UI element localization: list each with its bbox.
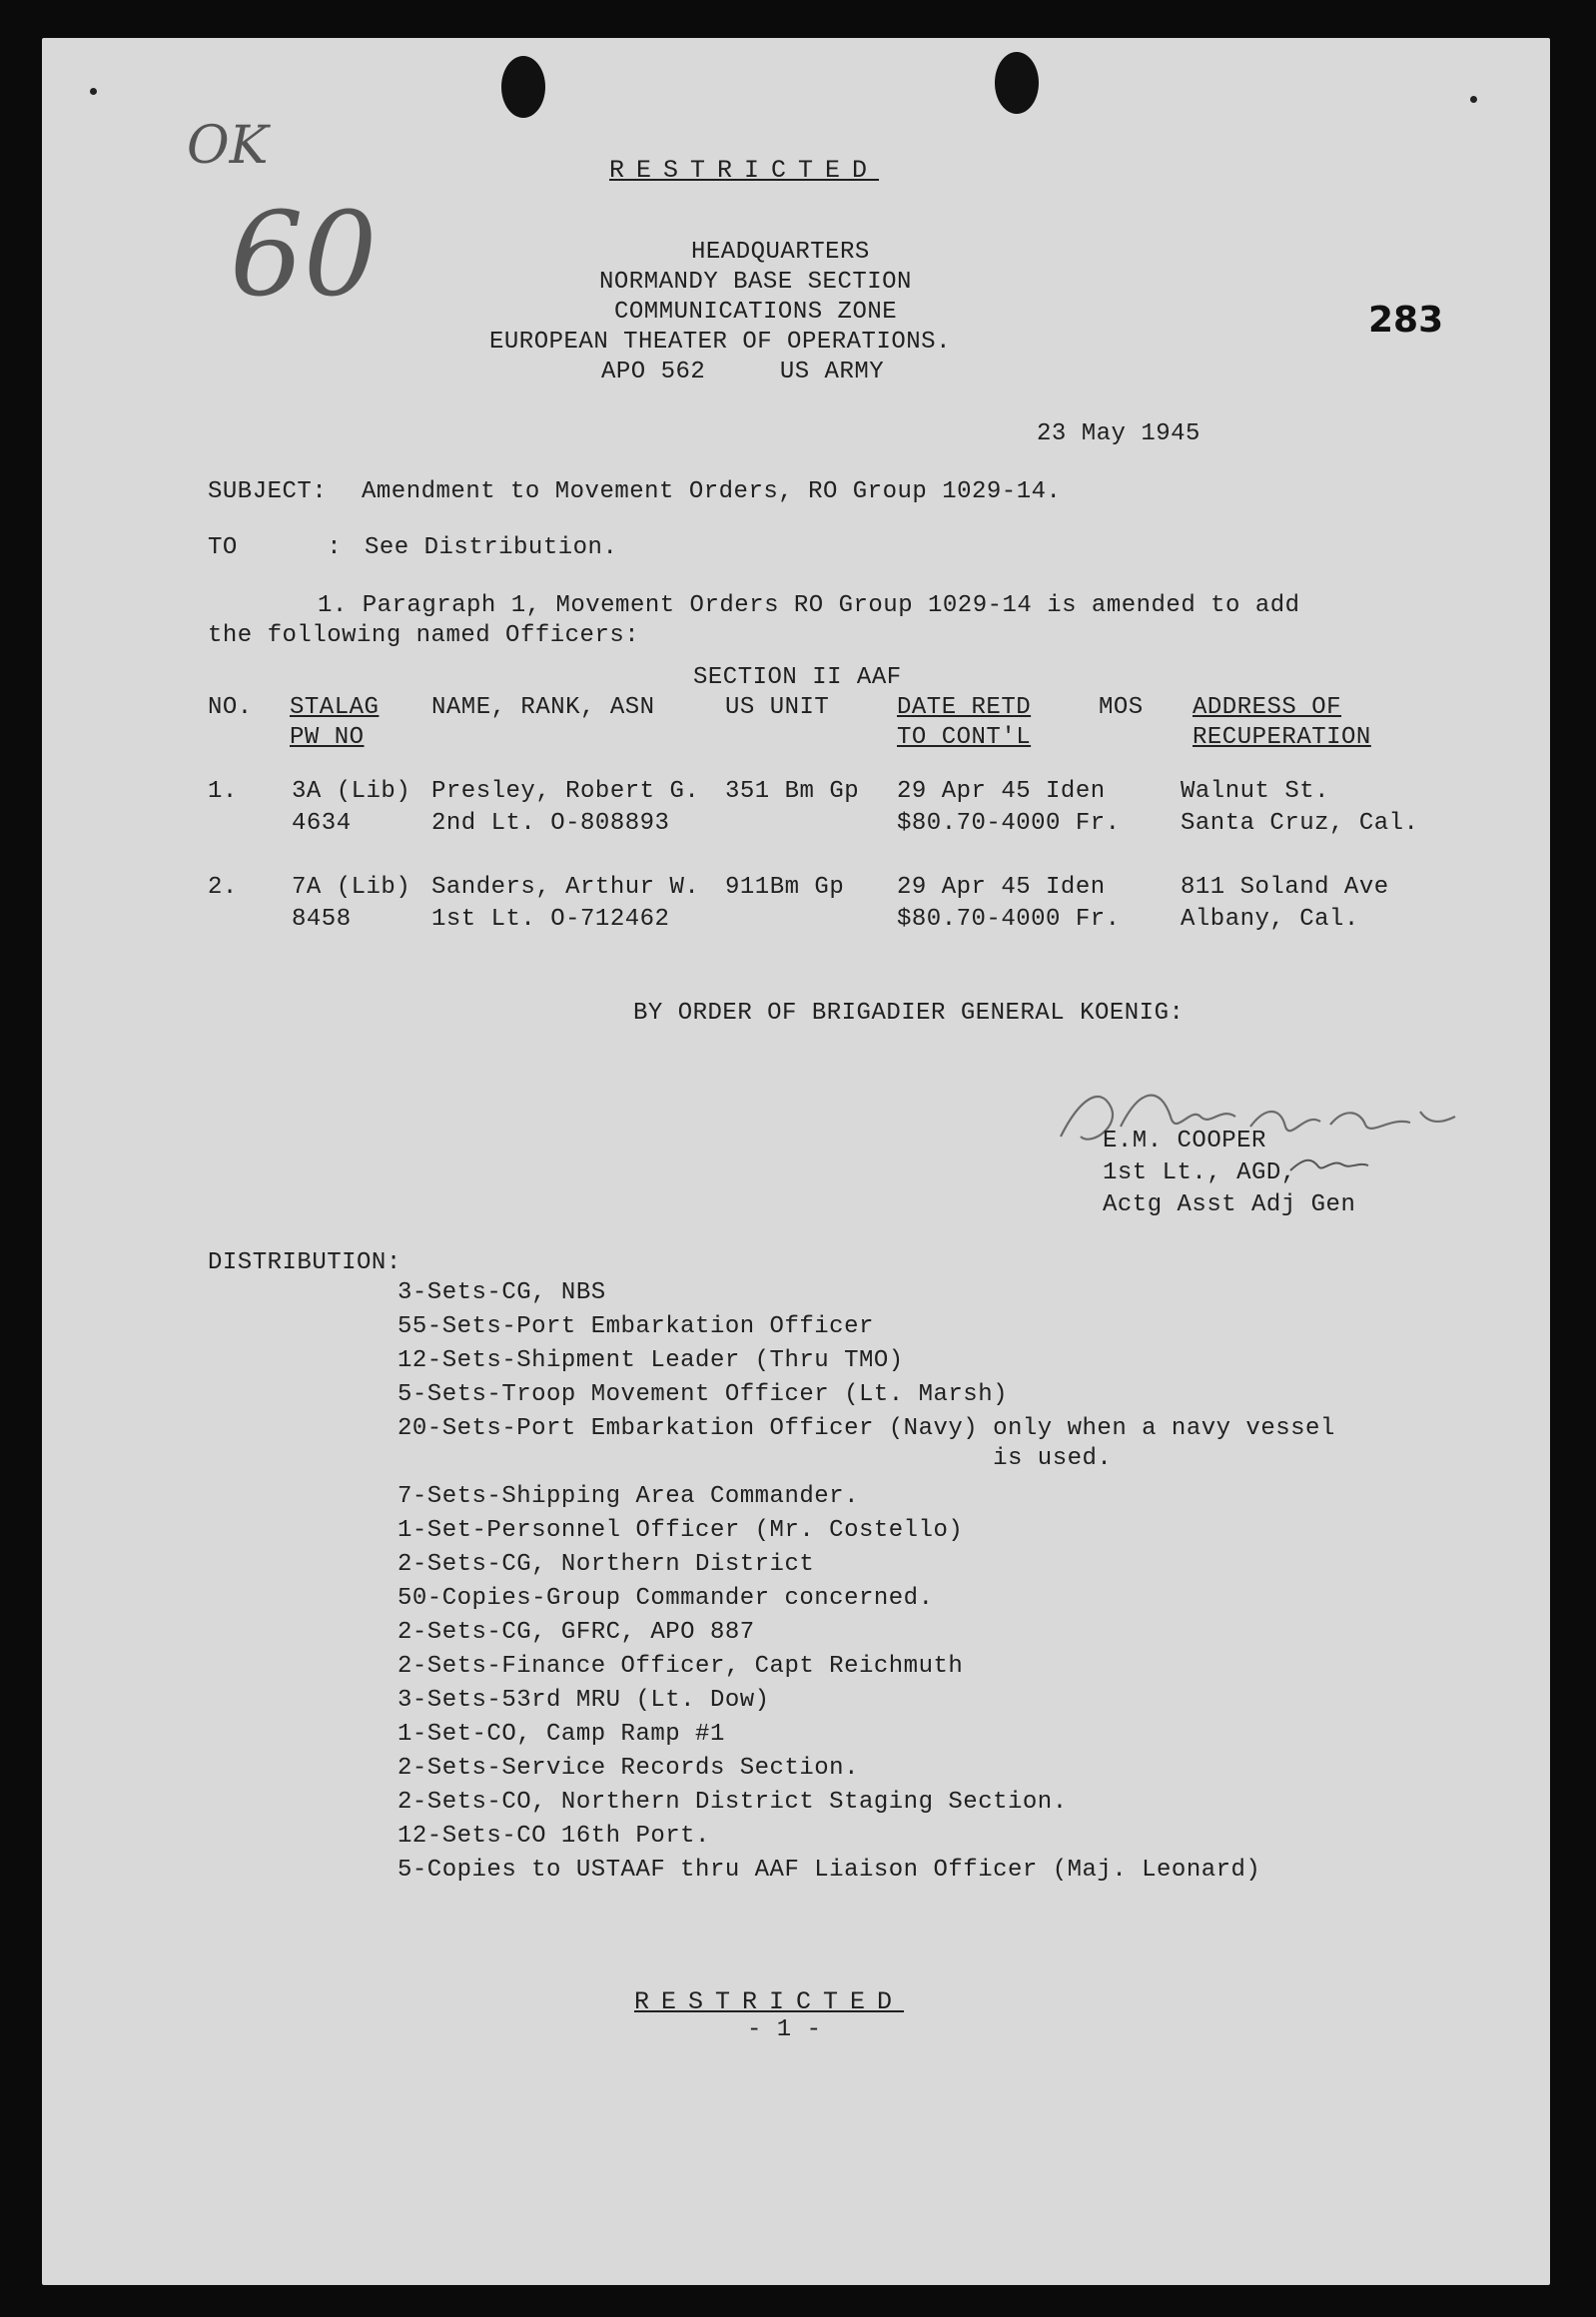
list-item: 55-Sets-Port Embarkation Officer bbox=[398, 1313, 874, 1340]
signer-name: E.M. COOPER bbox=[1103, 1128, 1266, 1155]
distribution-label: DISTRIBUTION: bbox=[208, 1249, 401, 1276]
list-item: 2-Sets-CO, Northern District Staging Section. bbox=[398, 1789, 1068, 1816]
header-line: APO 562 US ARMY bbox=[601, 359, 885, 386]
list-item: 2-Sets-CG, Northern District bbox=[398, 1551, 815, 1578]
subject-text: Amendment to Movement Orders, RO Group 1029-14. bbox=[362, 478, 1062, 505]
col-header-unit: US UNIT bbox=[725, 694, 830, 721]
row-no: 2. bbox=[208, 874, 238, 901]
header-line: NORMANDY BASE SECTION bbox=[599, 269, 912, 296]
list-item: 1-Set-CO, Camp Ramp #1 bbox=[398, 1721, 725, 1748]
row-amount: $80.70-4000 Fr. bbox=[897, 810, 1121, 837]
row-address: 811 Soland Ave bbox=[1181, 874, 1389, 901]
row-amount: $80.70-4000 Fr. bbox=[897, 906, 1121, 933]
row-unit: 911Bm Gp bbox=[725, 874, 845, 901]
list-item: 2-Sets-CG, GFRC, APO 887 bbox=[398, 1619, 755, 1646]
paragraph-1-cont: the following named Officers: bbox=[208, 622, 640, 649]
list-item: 5-Copies to USTAAF thru AAF Liaison Officer (Maj. Leonard) bbox=[398, 1857, 1261, 1884]
col-header-name: NAME, RANK, ASN bbox=[431, 694, 655, 721]
row-pw-no: 4634 bbox=[292, 810, 352, 837]
header-line: HEADQUARTERS bbox=[691, 239, 870, 266]
stamp-number: 283 bbox=[1368, 300, 1444, 341]
signer-title: Actg Asst Adj Gen bbox=[1103, 1191, 1356, 1218]
col-header-address: ADDRESS OF RECUPERATION bbox=[1193, 694, 1371, 751]
signer-rank: 1st Lt., AGD, bbox=[1103, 1159, 1296, 1186]
punch-hole bbox=[501, 56, 545, 118]
row-address: Walnut St. bbox=[1181, 778, 1330, 805]
list-item: 50-Copies-Group Commander concerned. bbox=[398, 1585, 934, 1612]
row-city: Albany, Cal. bbox=[1181, 906, 1359, 933]
handwritten-number: 60 bbox=[230, 188, 378, 323]
page-number: - 1 - bbox=[747, 2016, 822, 2043]
header-line: COMMUNICATIONS ZONE bbox=[614, 299, 898, 326]
row-rank-asn: 2nd Lt. O-808893 bbox=[431, 810, 670, 837]
list-item: 3-Sets-CG, NBS bbox=[398, 1279, 606, 1306]
by-order-line: BY ORDER OF BRIGADIER GENERAL KOENIG: bbox=[633, 1000, 1185, 1027]
list-item: is used. bbox=[398, 1445, 1113, 1472]
list-item: 1-Set-Personnel Officer (Mr. Costello) bbox=[398, 1517, 964, 1544]
list-item: 2-Sets-Finance Officer, Capt Reichmuth bbox=[398, 1653, 964, 1680]
list-item: 12-Sets-Shipment Leader (Thru TMO) bbox=[398, 1347, 904, 1374]
header-line: EUROPEAN THEATER OF OPERATIONS. bbox=[489, 329, 951, 356]
list-item: 5-Sets-Troop Movement Officer (Lt. Marsh) bbox=[398, 1381, 1008, 1408]
row-name: Presley, Robert G. bbox=[431, 778, 700, 805]
row-city: Santa Cruz, Cal. bbox=[1181, 810, 1419, 837]
row-no: 1. bbox=[208, 778, 238, 805]
row-unit: 351 Bm Gp bbox=[725, 778, 860, 805]
list-item: 7-Sets-Shipping Area Commander. bbox=[398, 1483, 859, 1510]
paragraph-1: 1. Paragraph 1, Movement Orders RO Group 1029-14 is amended to add bbox=[318, 592, 1300, 619]
row-stalag: 3A (Lib) bbox=[292, 778, 411, 805]
row-rank-asn: 1st Lt. O-712462 bbox=[431, 906, 670, 933]
to-text: See Distribution. bbox=[365, 534, 618, 561]
classification-top: RESTRICTED bbox=[609, 156, 880, 185]
subject-label: SUBJECT: bbox=[208, 478, 328, 505]
row-pw-no: 8458 bbox=[292, 906, 352, 933]
col-header-date: DATE RETD TO CONT'L bbox=[897, 694, 1032, 751]
document-date: 23 May 1945 bbox=[1037, 420, 1200, 447]
row-name: Sanders, Arthur W. bbox=[431, 874, 700, 901]
list-item: 3-Sets-53rd MRU (Lt. Dow) bbox=[398, 1687, 770, 1714]
specks bbox=[1470, 96, 1477, 103]
to-label: TO : bbox=[208, 534, 343, 561]
row-date: 29 Apr 45 Iden bbox=[897, 778, 1106, 805]
list-item: 2-Sets-Service Records Section. bbox=[398, 1755, 859, 1782]
punch-hole bbox=[995, 52, 1039, 114]
col-header-stalag: STALAG PW NO bbox=[290, 694, 380, 751]
handwritten-ok: OK bbox=[187, 116, 269, 176]
col-header-mos: MOS bbox=[1099, 694, 1144, 721]
section-title: SECTION II AAF bbox=[693, 664, 902, 691]
col-header-no: NO. bbox=[208, 694, 253, 721]
specks bbox=[90, 88, 97, 95]
list-item: 12-Sets-CO 16th Port. bbox=[398, 1823, 710, 1850]
classification-bottom: RESTRICTED bbox=[634, 1987, 905, 2016]
document-page bbox=[42, 38, 1550, 2285]
list-item: 20-Sets-Port Embarkation Officer (Navy) only when a navy vessel bbox=[398, 1415, 1335, 1442]
row-stalag: 7A (Lib) bbox=[292, 874, 411, 901]
row-date: 29 Apr 45 Iden bbox=[897, 874, 1106, 901]
